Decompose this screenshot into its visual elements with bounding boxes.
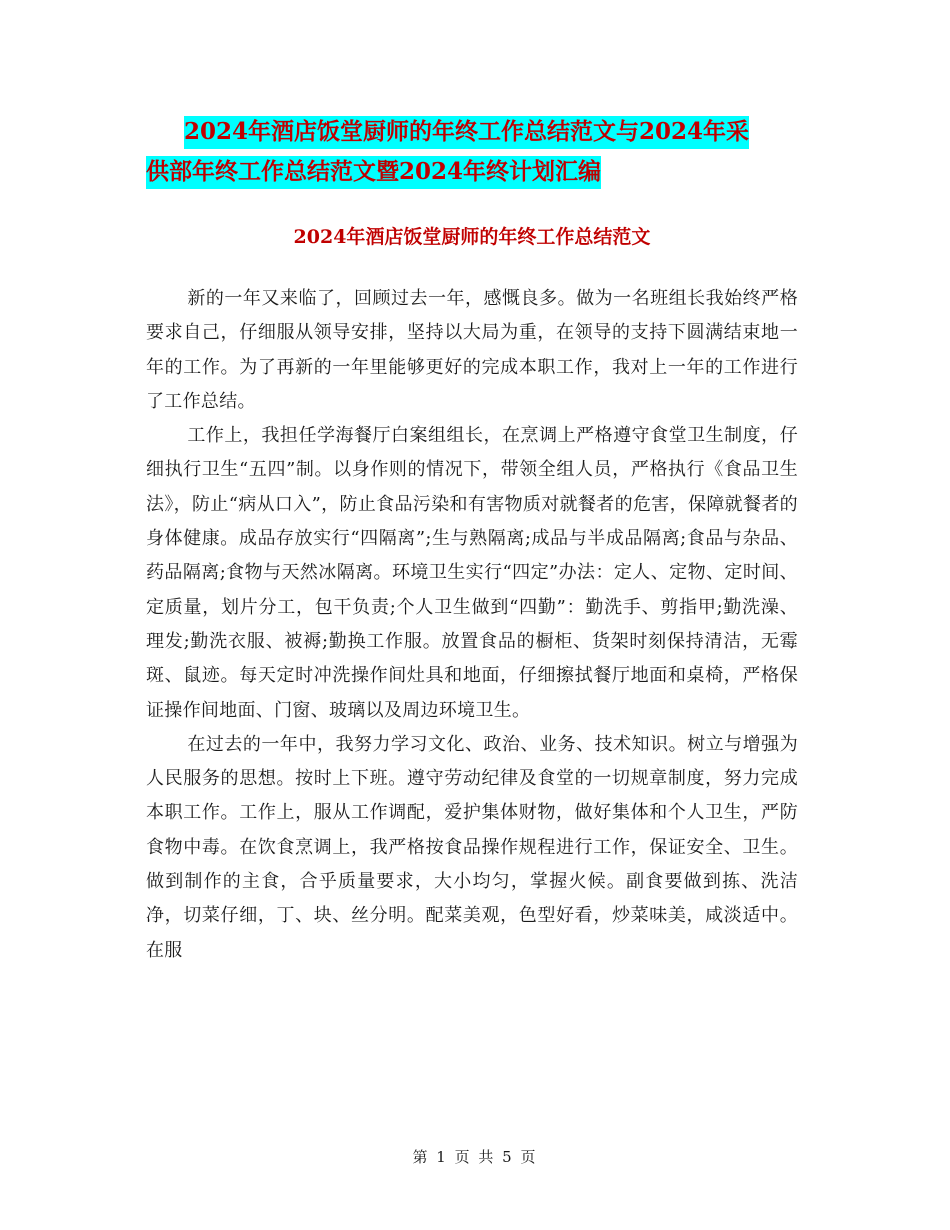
- paragraph-1: 新的一年又来临了，回顾过去一年，感慨良多。做为一名班组长我始终严格要求自己，仔细服从领导安排，坚持以大局为重，在领导的支持下圆满结束地一年的工作。为了再新的一年里能够更好的完成本职工作，我对上一年的工作进行了工作总结。: [146, 288, 798, 412]
- main-title-line-1: 2024年酒店饭堂厨师的年终工作总结范文与2024年采: [184, 116, 749, 149]
- paragraph-2: 工作上，我担任学海餐厅白案组组长，在烹调上严格遵守食堂卫生制度，仔细执行卫生“五四”制。以身作则的情况下，带领全组人员，严格执行《食品卫生法》，防止“病从口入”，防止食品污染和有害物质对就餐者的危害，保障就餐者的身体健康。成品存放实行“四隔离”;生与熟隔离;成品与半成品隔离;食品与杂品、药品隔离;食物与天然冰隔离。环境卫生实行“四定”办法：定人、定物、定时间、定质量，划片分工，包干负责;个人卫生做到“四勤”：勤洗手、剪指甲;勤洗澡、理发;勤洗衣服、被褥;勤换工作服。放置食品的橱柜、货架时刻保持清洁，无霉斑、鼠迹。每天定时冲洗操作间灶具和地面，仔细擦拭餐厅地面和桌椅，严格保证操作间地面、门窗、玻璃以及周边环境卫生。: [146, 425, 798, 721]
- paragraph-3: 在过去的一年中，我努力学习文化、政治、业务、技术知识。树立与增强为人民服务的思想。按时上下班。遵守劳动纪律及食堂的一切规章制度，努力完成本职工作。工作上，服从工作调配，爱护集体财物，做好集体和个人卫生，严防食物中毒。在饮食烹调上，我严格按食品操作规程进行工作，保证安全、卫生。做到制作的主食，合乎质量要求，大小均匀，掌握火候。副食要做到拣、洗洁净，切菜仔细，丁、块、丝分明。配菜美观，色型好看，炒菜味美，咸淡适中。在服: [146, 733, 798, 961]
- section-title: 2024年酒店饭堂厨师的年终工作总结范文: [293, 226, 651, 248]
- page-footer: 第 1 页 共 5 页: [412, 1148, 538, 1166]
- body-text: [146, 282, 798, 968]
- main-title: [146, 112, 836, 192]
- main-title-line-2: 供部年终工作总结范文暨2024年终计划汇编: [146, 156, 601, 189]
